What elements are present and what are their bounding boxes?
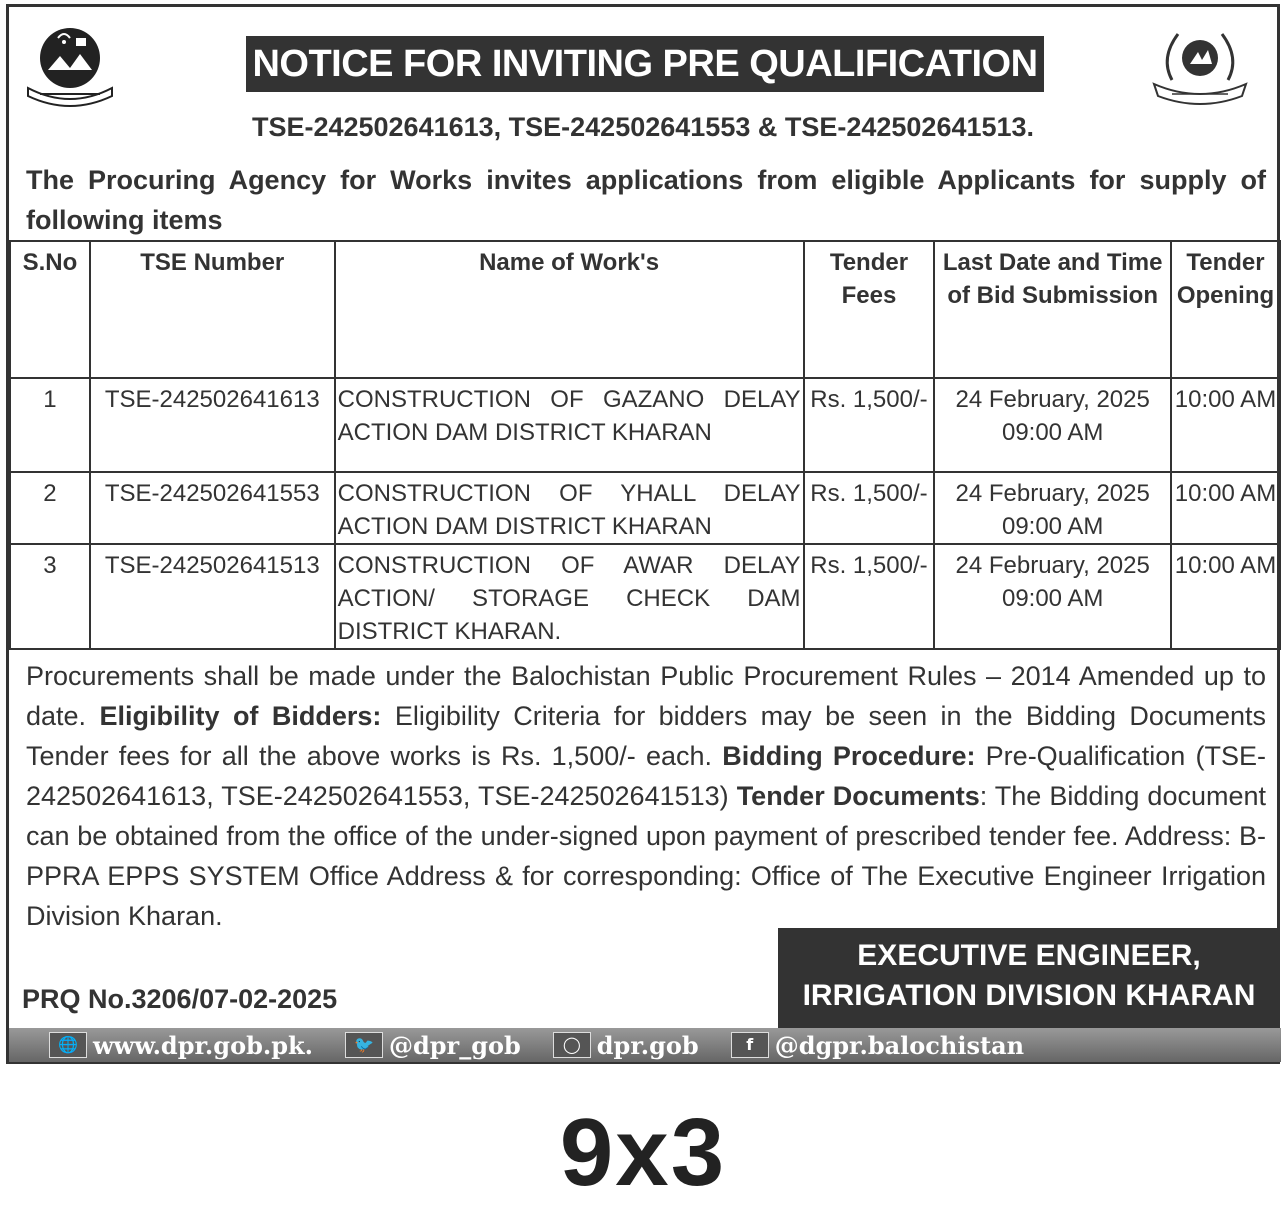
table-row (10, 472, 1280, 544)
cell-tse: TSE-242502641613 (90, 378, 335, 472)
cell-fees: Rs. 1,500/- (804, 544, 935, 649)
cell-work: CONSTRUCTION OF YHALL DELAY ACTION DAM DISTRICT KHARAN (335, 472, 804, 544)
cell-work: CONSTRUCTION OF GAZANO DELAY ACTION DAM DISTRICT KHARAN (335, 378, 804, 472)
header-tender-fees: Tender Fees (804, 241, 935, 378)
header-name-of-work: Name of Work's (335, 241, 804, 378)
website-text: www.dpr.gob.pk. (93, 1030, 313, 1060)
procedure-text: Pre-Qualification (TSE-242502641613, TSE-242502641553, TSE-242502641513) (26, 741, 1266, 811)
instagram-icon: ◯ (553, 1032, 591, 1058)
footer-instagram[interactable] (553, 1031, 699, 1060)
prq-number: PRQ No.3206/07-02-2025 (22, 984, 338, 1014)
cell-sno: 3 (10, 544, 90, 649)
procurement-rules-text: Procurements shall be made under the Balochistan Public Procurement Rules – 2014 Amended up to date. (26, 661, 1266, 731)
balochistan-emblem-logo (20, 18, 120, 108)
notice-title: NOTICE FOR INVITING PRE QUALIFICATION (246, 36, 1044, 92)
cell-sno: 2 (10, 472, 90, 544)
footer-bar (9, 1028, 1281, 1062)
cell-work: CONSTRUCTION OF AWAR DELAY ACTION/ STORAGE CHECK DAM DISTRICT KHARAN. (335, 544, 804, 649)
date-text: 24 February, 2025 (955, 552, 1150, 579)
facebook-handle: @dgpr.balochistan (774, 1030, 1025, 1060)
date-text: 24 February, 2025 (955, 386, 1150, 413)
header-tse-number: TSE Number (90, 241, 335, 378)
eligibility-label: Eligibility of Bidders: (99, 701, 382, 731)
globe-icon: 🌐 (49, 1032, 87, 1058)
footer-website[interactable] (49, 1031, 313, 1060)
table-row (10, 544, 1280, 649)
time-text: 09:00 AM (1001, 419, 1104, 446)
twitter-handle: @dpr_gob (388, 1030, 521, 1060)
twitter-icon: 🐦 (345, 1032, 383, 1058)
tender-table (9, 240, 1281, 650)
ad-size-label: 9x3 (559, 1099, 727, 1206)
date-text: 24 February, 2025 (955, 480, 1150, 507)
cell-date (934, 544, 1171, 649)
header-sno: S.No (10, 241, 90, 378)
procedure-label: Bidding Procedure: (722, 741, 976, 771)
documents-text: : The Bidding document can be obtained from the office of the under-signed upon payment of prescribed tender fee. Address: B-PPRA EPPS SYSTEM Office Address & for corresponding: Office of The Executive Engineer Irrigation Division Kharan. (26, 781, 1266, 931)
signature-box (778, 928, 1280, 1028)
tse-numbers-line: TSE-242502641613, TSE-242502641553 & TSE-242502641513. (251, 112, 1035, 142)
intro-paragraph: The Procuring Agency for Works invites applications from eligible Applicants for supply of following items (26, 165, 1266, 235)
table-row (10, 378, 1280, 472)
header-tender-opening: Tender Opening (1171, 241, 1280, 378)
time-text: 09:00 AM (1001, 513, 1104, 540)
terms-paragraph (26, 656, 1266, 936)
cell-tse: TSE-242502641553 (90, 472, 335, 544)
signature-division: IRRIGATION DIVISION KHARAN (802, 979, 1256, 1012)
cell-fees: Rs. 1,500/- (804, 472, 935, 544)
instagram-handle: dpr.gob (596, 1030, 699, 1060)
government-seal-logo (1150, 18, 1250, 108)
cell-opening: 10:00 AM (1171, 472, 1280, 544)
cell-date (934, 378, 1171, 472)
cell-opening: 10:00 AM (1171, 544, 1280, 649)
documents-label: Tender Documents (736, 781, 980, 811)
facebook-icon: f (731, 1032, 769, 1058)
footer-twitter[interactable] (345, 1031, 521, 1060)
header-last-date: Last Date and Time of Bid Submission (934, 241, 1171, 378)
cell-sno: 1 (10, 378, 90, 472)
cell-date (934, 472, 1171, 544)
time-text: 09:00 AM (1001, 585, 1104, 612)
cell-opening: 10:00 AM (1171, 378, 1280, 472)
footer-facebook[interactable] (731, 1031, 1024, 1060)
cell-fees: Rs. 1,500/- (804, 378, 935, 472)
signature-title: EXECUTIVE ENGINEER, (857, 939, 1201, 972)
eligibility-text: Eligibility Criteria for bidders may be seen in the Bidding Documents Tender fees for all the above works is Rs. 1,500/- each. (26, 701, 1266, 771)
cell-tse: TSE-242502641513 (90, 544, 335, 649)
